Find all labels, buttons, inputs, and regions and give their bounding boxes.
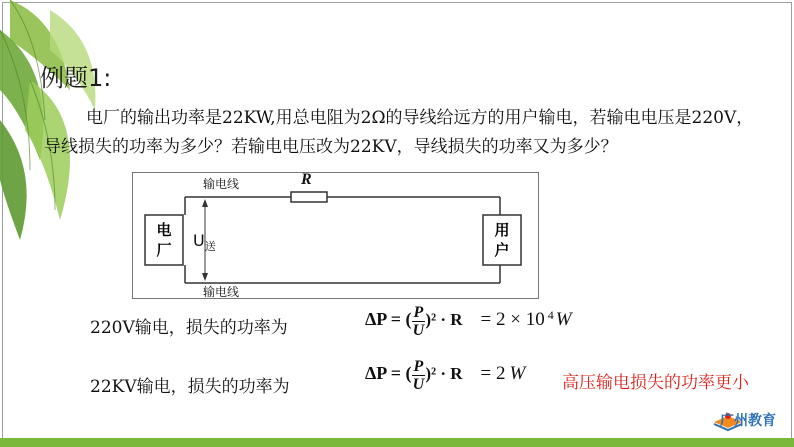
example-title: 例题1: [40,64,112,92]
conclusion-text: 高压输电损失的功率更小 [562,373,749,393]
top-wire-label: 输电线 [203,177,240,191]
solution-2-formula: ΔP = ( $\frac{P}{U}$ )² · R = 2 W [365,358,526,393]
voltage-label: $U_送$ [193,231,216,254]
solution-2-label: 22KV输电，损失的功率为 [90,377,290,397]
resistor-icon [291,192,327,202]
bottom-wire-label: 输电线 [203,285,240,299]
arrow-up-icon [202,199,208,207]
bottom-bar [0,438,794,447]
circuit-diagram [132,172,539,299]
user-label: 用 户 [494,221,510,259]
problem-text: 电厂的输出功率是22KW,用总电阻为2Ω的导线给远方的用户输电，若输电电压是220V，导线损失的功率为多少？若输电电压改为22KV，导线损失的功率又为多少？ [44,108,754,157]
solution-1-label: 220V输电，损失的功率为 [90,318,288,338]
logo-text: 广州教育 [720,413,776,429]
resistor-label: R [301,171,312,188]
power-plant-label: 电 厂 [156,221,172,259]
arrow-down-icon [202,273,208,281]
solution-1-formula: ΔP = ( $\frac{P}{U}$ )² · R = 2 × 10 $^4$ W [365,304,572,339]
